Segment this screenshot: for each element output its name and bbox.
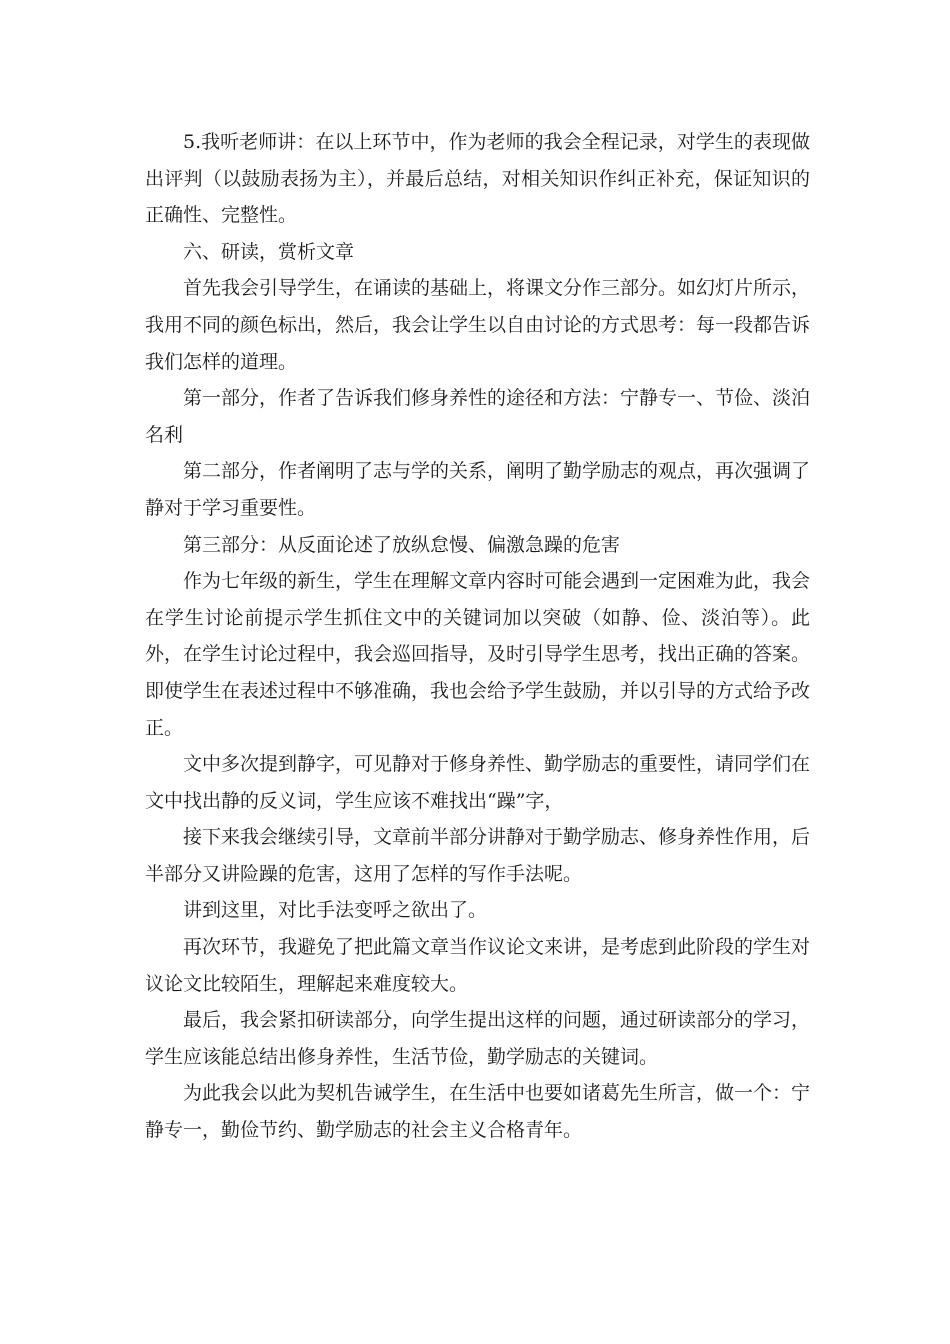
paragraph-teacher-summary: 5.我听老师讲：在以上环节中，作为老师的我会全程记录，对学生的表现做出评判（以鼓励表扬为主），并最后总结，对相关知识作纠正补充，保证知识的正确性、完整性。 [145,131,810,227]
paragraph-part-three: 第三部分：从反面论述了放纵怠慢、偏激急躁的危害 [183,533,621,556]
paragraph-contrast: 讲到这里，对比手法变呼之欲出了。 [183,899,488,922]
paragraph-writing-technique: 接下来我会继续引导，文章前半部分讲静对于勤学励志、修身养性作用，后半部分又讲险躁的危害，这用了怎样的写作手法呢。 [145,826,811,885]
section-heading-study: 六、研读，赏析文章 [183,240,355,263]
paragraph-three-parts: 首先我会引导学生，在诵读的基础上，将课文分作三部分。如幻灯片所示，我用不同的颜色标出，然后，我会让学生以自由讨论的方式思考：每一段都告诉我们怎样的道理。 [145,277,811,373]
document-body [145,124,810,1149]
paragraph-conclusion: 为此我会以此为契机告诫学生，在生活中也要如诸葛先生所言，做一个：宁静专一，勤俭节约、勤学励志的社会主义合格青年。 [145,1082,811,1142]
paragraph-part-two: 第二部分，作者阐明了志与学的关系，阐明了勤学励志的观点，再次强调了静对于学习重要性。 [145,460,811,519]
paragraph-guidance: 作为七年级的新生，学生在理解文章内容时可能会遇到一定困难为此，我会在学生讨论前提示学生抓住文中的关键词加以突破（如静、俭、淡泊等）。此外，在学生讨论过程中，我会巡回指导，及时引导学生思考，找出正确的答案。即使学生在表述过程中不够准确，我也会给予学生鼓励，并以引导的方式给予改正。 [145,570,811,739]
paragraph-antonym: 文中多次提到静字，可见静对于修身养性、勤学励志的重要性，请同学们在文中找出静的反义词，学生应该不难找出“躁”字， [145,753,811,812]
paragraph-part-one: 第一部分，作者了告诉我们修身养性的途径和方法：宁静专一、节俭、淡泊名利 [145,387,811,446]
paragraph-keywords: 最后，我会紧扣研读部分，向学生提出这样的问题，通过研读部分的学习，学生应该能总结出修身养性，生活节俭，勤学励志的关键词。 [145,1009,811,1068]
paragraph-argumentative: 再次环节，我避免了把此篇文章当作议论文来讲，是考虑到此阶段的学生对议论文比较陌生，理解起来难度较大。 [145,936,811,995]
